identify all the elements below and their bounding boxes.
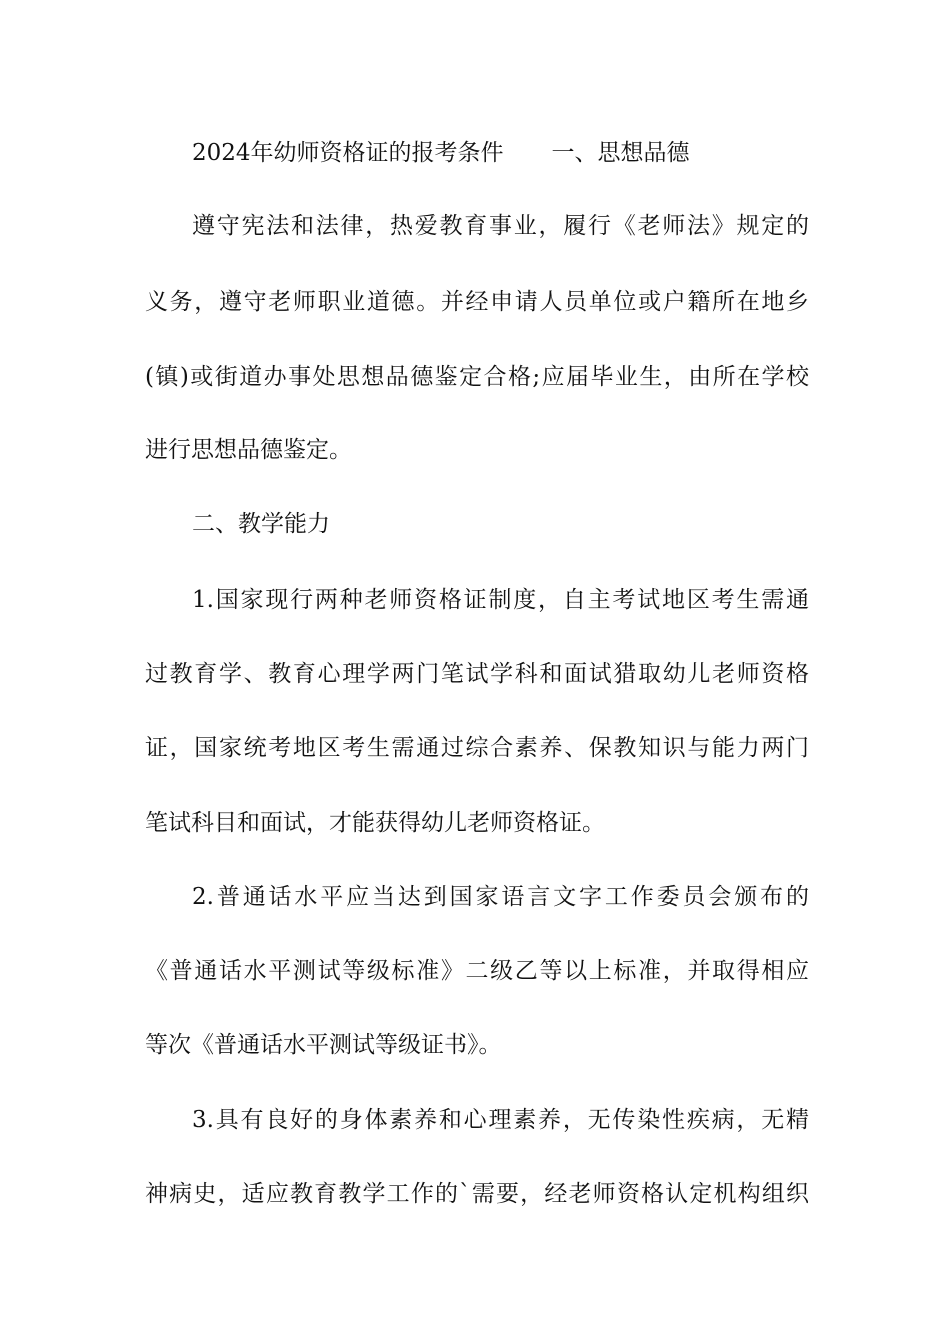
section-heading-teaching: 二、教学能力 <box>192 511 330 537</box>
section-heading-morality: 一、思想品德 <box>551 140 690 166</box>
paragraph-line: 进行思想品德鉴定。 <box>145 437 352 463</box>
paragraph-line: 3.具有良好的身体素养和心理素养，无传染性疾病，无精 <box>192 1107 809 1133</box>
paragraph-line: 等次《普通话水平测试等级证书》。 <box>145 1032 502 1058</box>
paragraph-line: 《普通话水平测试等级标准》二级乙等以上标准，并取得相应 <box>145 958 809 984</box>
document-title: 2024年幼师资格证的报考条件 <box>192 140 504 166</box>
paragraph-line: 笔试科目和面试，才能获得幼儿老师资格证。 <box>145 810 605 836</box>
paragraph-line: 过教育学、教育心理学两门笔试学科和面试猎取幼儿老师资格 <box>145 661 809 687</box>
title-line <box>192 133 809 173</box>
paragraph-line: 神病史，适应教育教学工作的`需要，经老师资格认定机构组织 <box>145 1181 809 1207</box>
paragraph-line: 证，国家统考地区考生需通过综合素养、保教知识与能力两门 <box>145 735 809 761</box>
paragraph-line: 1.国家现行两种老师资格证制度，自主考试地区考生需通 <box>192 587 809 613</box>
paragraph-line: (镇)或街道办事处思想品德鉴定合格;应届毕业生，由所在学校 <box>145 364 809 390</box>
paragraph-line: 遵守宪法和法律，热爱教育事业，履行《老师法》规定的 <box>192 213 809 239</box>
paragraph-line: 义务，遵守老师职业道德。并经申请人员单位或户籍所在地乡 <box>145 289 809 315</box>
paragraph-line: 2.普通话水平应当达到国家语言文字工作委员会颁布的 <box>192 884 809 910</box>
